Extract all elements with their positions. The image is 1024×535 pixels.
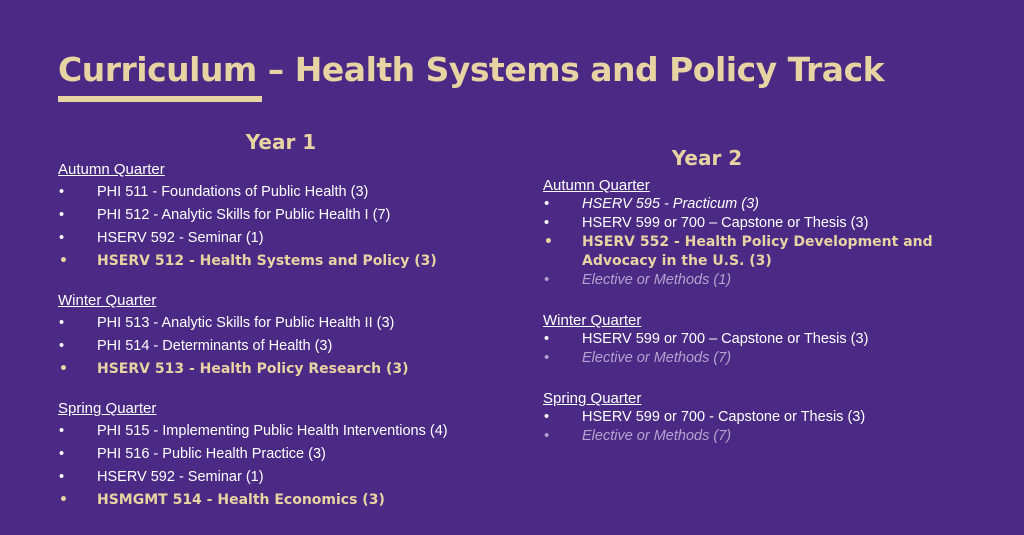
quarter-label: Autumn Quarter: [543, 177, 650, 194]
course-item: • HSERV 599 or 700 – Capstone or Thesis (3): [543, 330, 963, 349]
year-2-column: [543, 146, 963, 446]
course-item: • HSERV 592 - Seminar (1): [58, 468, 498, 487]
elective-item: • Elective or Methods (7): [543, 349, 963, 368]
quarter-label: Winter Quarter: [58, 292, 157, 309]
track-course-item: • HSERV 513 - Health Policy Research (3): [58, 360, 498, 379]
course-list: [543, 408, 963, 446]
quarter-label: Winter Quarter: [543, 312, 642, 329]
year-1-autumn-section: [58, 160, 498, 271]
elective-item: • Elective or Methods (7): [543, 427, 963, 446]
year-2-winter-section: [543, 311, 963, 368]
quarter-label: Autumn Quarter: [58, 161, 165, 178]
year-1-winter-section: [58, 291, 498, 379]
course-list: [58, 422, 498, 510]
course-list: [543, 195, 963, 290]
year-2-autumn-section: [543, 176, 963, 290]
course-list: [58, 314, 498, 379]
track-course-item: • HSERV 552 - Health Policy Development and Advocacy in the U.S. (3): [543, 233, 963, 271]
course-item: • PHI 513 - Analytic Skills for Public Health II (3): [58, 314, 498, 333]
course-item: • HSERV 599 or 700 – Capstone or Thesis (3): [543, 214, 963, 233]
title-underline: [58, 96, 262, 102]
year-1-spring-section: [58, 399, 498, 510]
elective-item: • Elective or Methods (1): [543, 271, 963, 290]
course-item: • PHI 514 - Determinants of Health (3): [58, 337, 498, 356]
course-item: • PHI 515 - Implementing Public Health Interventions (4): [58, 422, 498, 441]
year-1-column: [58, 130, 498, 510]
practicum-course-item: • HSERV 595 - Practicum (3): [543, 195, 963, 214]
quarter-label: Spring Quarter: [543, 390, 642, 407]
year-2-heading: Year 2: [671, 146, 743, 170]
track-course-item: • HSMGMT 514 - Health Economics (3): [58, 491, 498, 510]
course-item: • PHI 516 - Public Health Practice (3): [58, 445, 498, 464]
year-2-spring-section: [543, 389, 963, 446]
track-course-item: • HSERV 512 - Health Systems and Policy (3): [58, 252, 498, 271]
course-list: [58, 183, 498, 271]
course-item: • PHI 512 - Analytic Skills for Public Health I (7): [58, 206, 498, 225]
course-item: • HSERV 599 or 700 - Capstone or Thesis (3): [543, 408, 963, 427]
course-item: • PHI 511 - Foundations of Public Health (3): [58, 183, 498, 202]
course-list: [543, 330, 963, 368]
page-title: Curriculum – Health Systems and Policy Track: [58, 50, 885, 89]
course-item: • HSERV 592 - Seminar (1): [58, 229, 498, 248]
year-1-heading: Year 1: [245, 130, 317, 154]
quarter-label: Spring Quarter: [58, 400, 157, 417]
